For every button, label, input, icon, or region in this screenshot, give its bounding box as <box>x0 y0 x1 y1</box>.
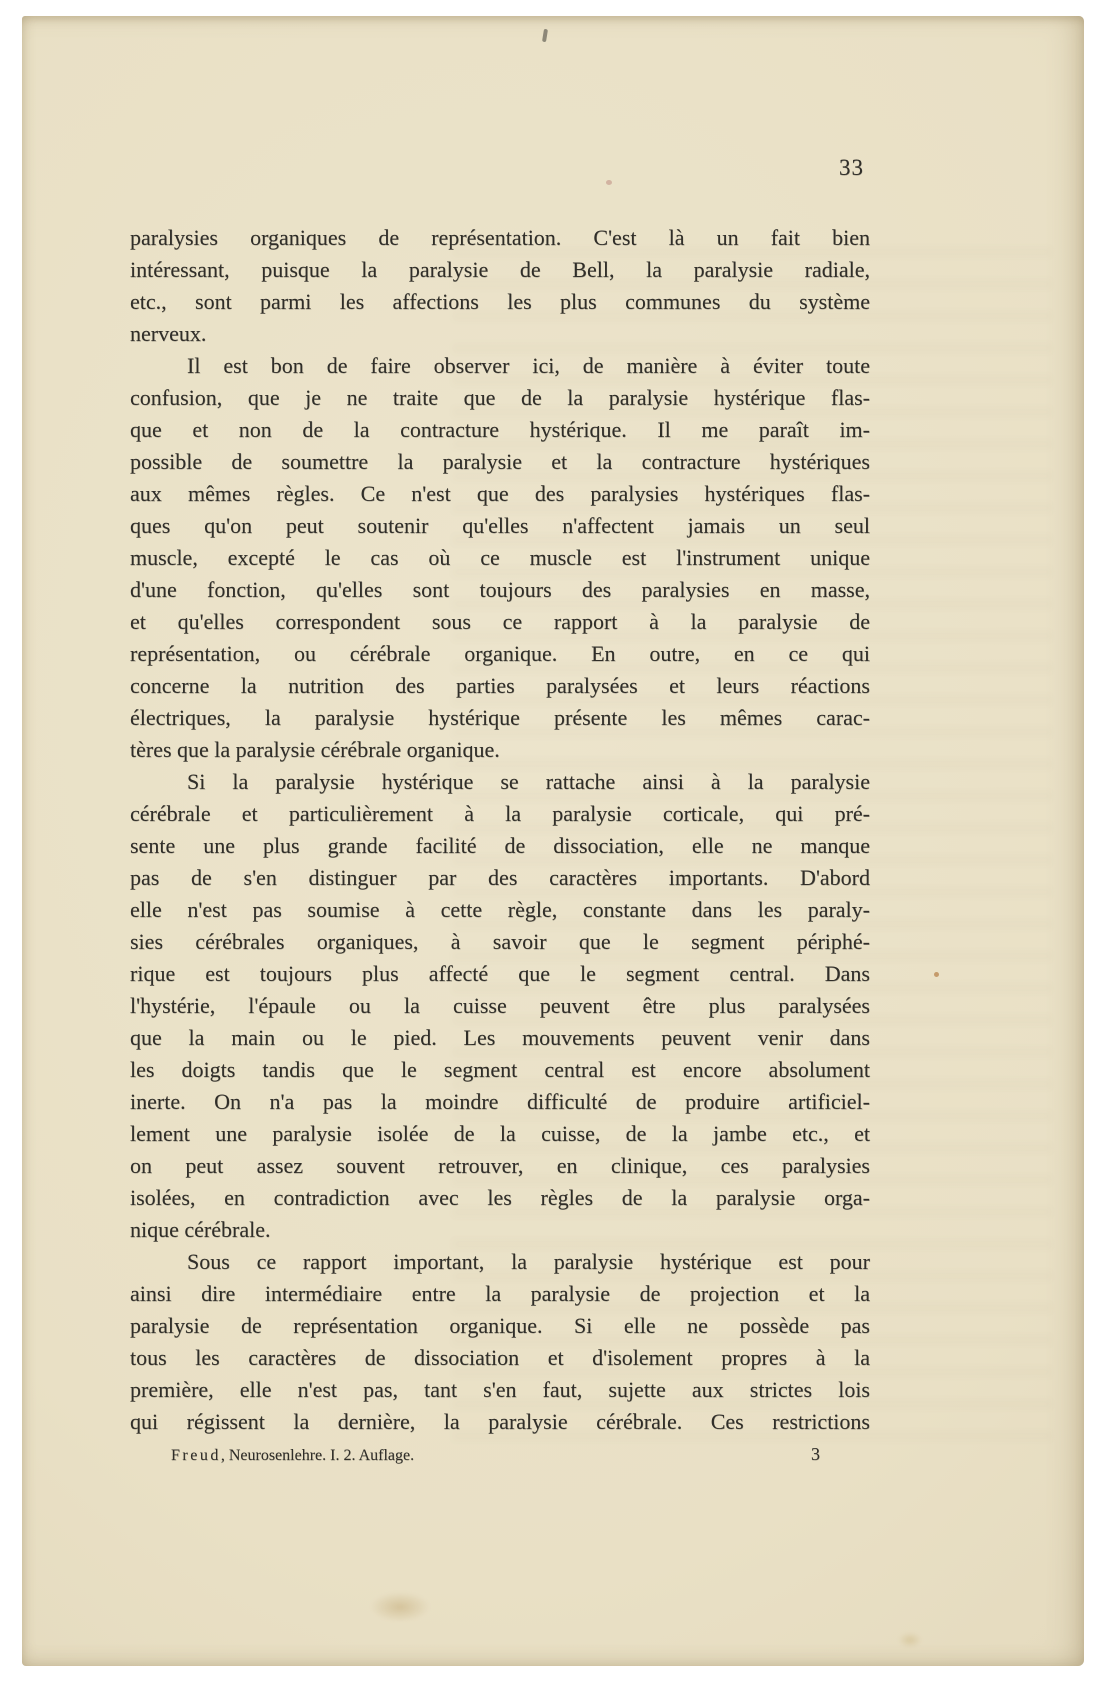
paragraph <box>130 222 870 350</box>
text-line: pas de s'en distinguer par des caractères importants. D'abord <box>130 865 870 890</box>
text-line: représentation, ou cérébrale organique. En outre, en ce qui <box>130 641 870 666</box>
paragraph <box>130 766 870 1246</box>
text-line: Sous ce rapport important, la paralysie hystérique est pour <box>187 1249 870 1274</box>
text-line: inerte. On n'a pas la moindre difficulté de produire artificiel- <box>130 1089 870 1114</box>
text-line: d'une fonction, qu'elles sont toujours des paralysies en masse, <box>130 577 870 602</box>
text-line: isolées, en contradiction avec les règles de la paralysie orga- <box>130 1185 870 1210</box>
footer-signature <box>171 1446 414 1466</box>
text-line: confusion, que je ne traite que de la paralysie hystérique flas- <box>130 385 870 410</box>
text-line: aux mêmes règles. Ce n'est que des paralysies hystériques flas- <box>130 481 870 506</box>
text-line: paralysies organiques de représentation. C'est là un fait bien <box>130 225 870 250</box>
text-line: etc., sont parmi les affections les plus communes du système <box>130 289 870 314</box>
text-line: paralysie de représentation organique. Si elle ne possède pas <box>130 1313 870 1338</box>
text-line: lement une paralysie isolée de la cuisse, de la jambe etc., et <box>130 1121 870 1146</box>
page-content <box>130 156 870 1466</box>
text-line: tères que la paralysie cérébrale organique. <box>130 737 500 762</box>
text-line: sies cérébrales organiques, à savoir que le segment périphé- <box>130 929 870 954</box>
paragraph <box>130 1246 870 1438</box>
text-line: nerveux. <box>130 321 207 346</box>
paper-speck <box>934 972 939 977</box>
page-footer <box>130 1444 870 1466</box>
text-line: ainsi dire intermédiaire entre la paralysie de projection et la <box>130 1281 870 1306</box>
text-line: qui régissent la dernière, la paralysie cérébrale. Ces restrictions <box>130 1409 870 1434</box>
text-line: on peut assez souvent retrouver, en clinique, ces paralysies <box>130 1153 870 1178</box>
text-line: Il est bon de faire observer ici, de manière à éviter toute <box>187 353 870 378</box>
text-line: ques qu'on peut soutenir qu'elles n'affectent jamais un seul <box>130 513 870 538</box>
footer-work-title: , Neurosenlehre. I. 2. Auflage. <box>220 1447 415 1464</box>
text-line: que la main ou le pied. Les mouvements peuvent venir dans <box>130 1025 870 1050</box>
text-line: possible de soumettre la paralysie et la contracture hystériques <box>130 449 870 474</box>
footer-author: Freud <box>171 1447 221 1464</box>
text-line: l'hystérie, l'épaule ou la cuisse peuvent être plus paralysées <box>130 993 870 1018</box>
text-line: rique est toujours plus affecté que le segment central. Dans <box>130 961 870 986</box>
text-line: première, elle n'est pas, tant s'en faut, sujette aux strictes lois <box>130 1377 870 1402</box>
text-line: muscle, excepté le cas où ce muscle est l'instrument unique <box>130 545 870 570</box>
text-line: tous les caractères de dissociation et d'isolement propres à la <box>130 1345 870 1370</box>
paragraph <box>130 350 870 766</box>
text-line: intéressant, puisque la paralysie de Bell, la paralysie radiale, <box>130 257 870 282</box>
text-block <box>130 222 870 1438</box>
text-line: elle n'est pas soumise à cette règle, constante dans les paraly- <box>130 897 870 922</box>
text-line: électriques, la paralysie hystérique présente les mêmes carac- <box>130 705 870 730</box>
text-line: concerne la nutrition des parties paralysées et leurs réactions <box>130 673 870 698</box>
text-line: que et non de la contracture hystérique. Il me paraît im- <box>130 417 870 442</box>
footer-sheet-number: 3 <box>811 1444 820 1464</box>
paper-stain <box>898 1632 922 1648</box>
page-number: 33 <box>839 155 864 180</box>
text-line: Si la paralysie hystérique se rattache ainsi à la paralysie <box>187 769 870 794</box>
text-line: nique cérébrale. <box>130 1217 271 1242</box>
paper-stain <box>370 1592 430 1622</box>
text-line: sente une plus grande facilité de dissociation, elle ne manque <box>130 833 870 858</box>
text-line: cérébrale et particulièrement à la paralysie corticale, qui pré- <box>130 801 870 826</box>
text-line: et qu'elles correspondent sous ce rapport à la paralysie de <box>130 609 870 634</box>
text-line: les doigts tandis que le segment central est encore absolument <box>130 1057 870 1082</box>
